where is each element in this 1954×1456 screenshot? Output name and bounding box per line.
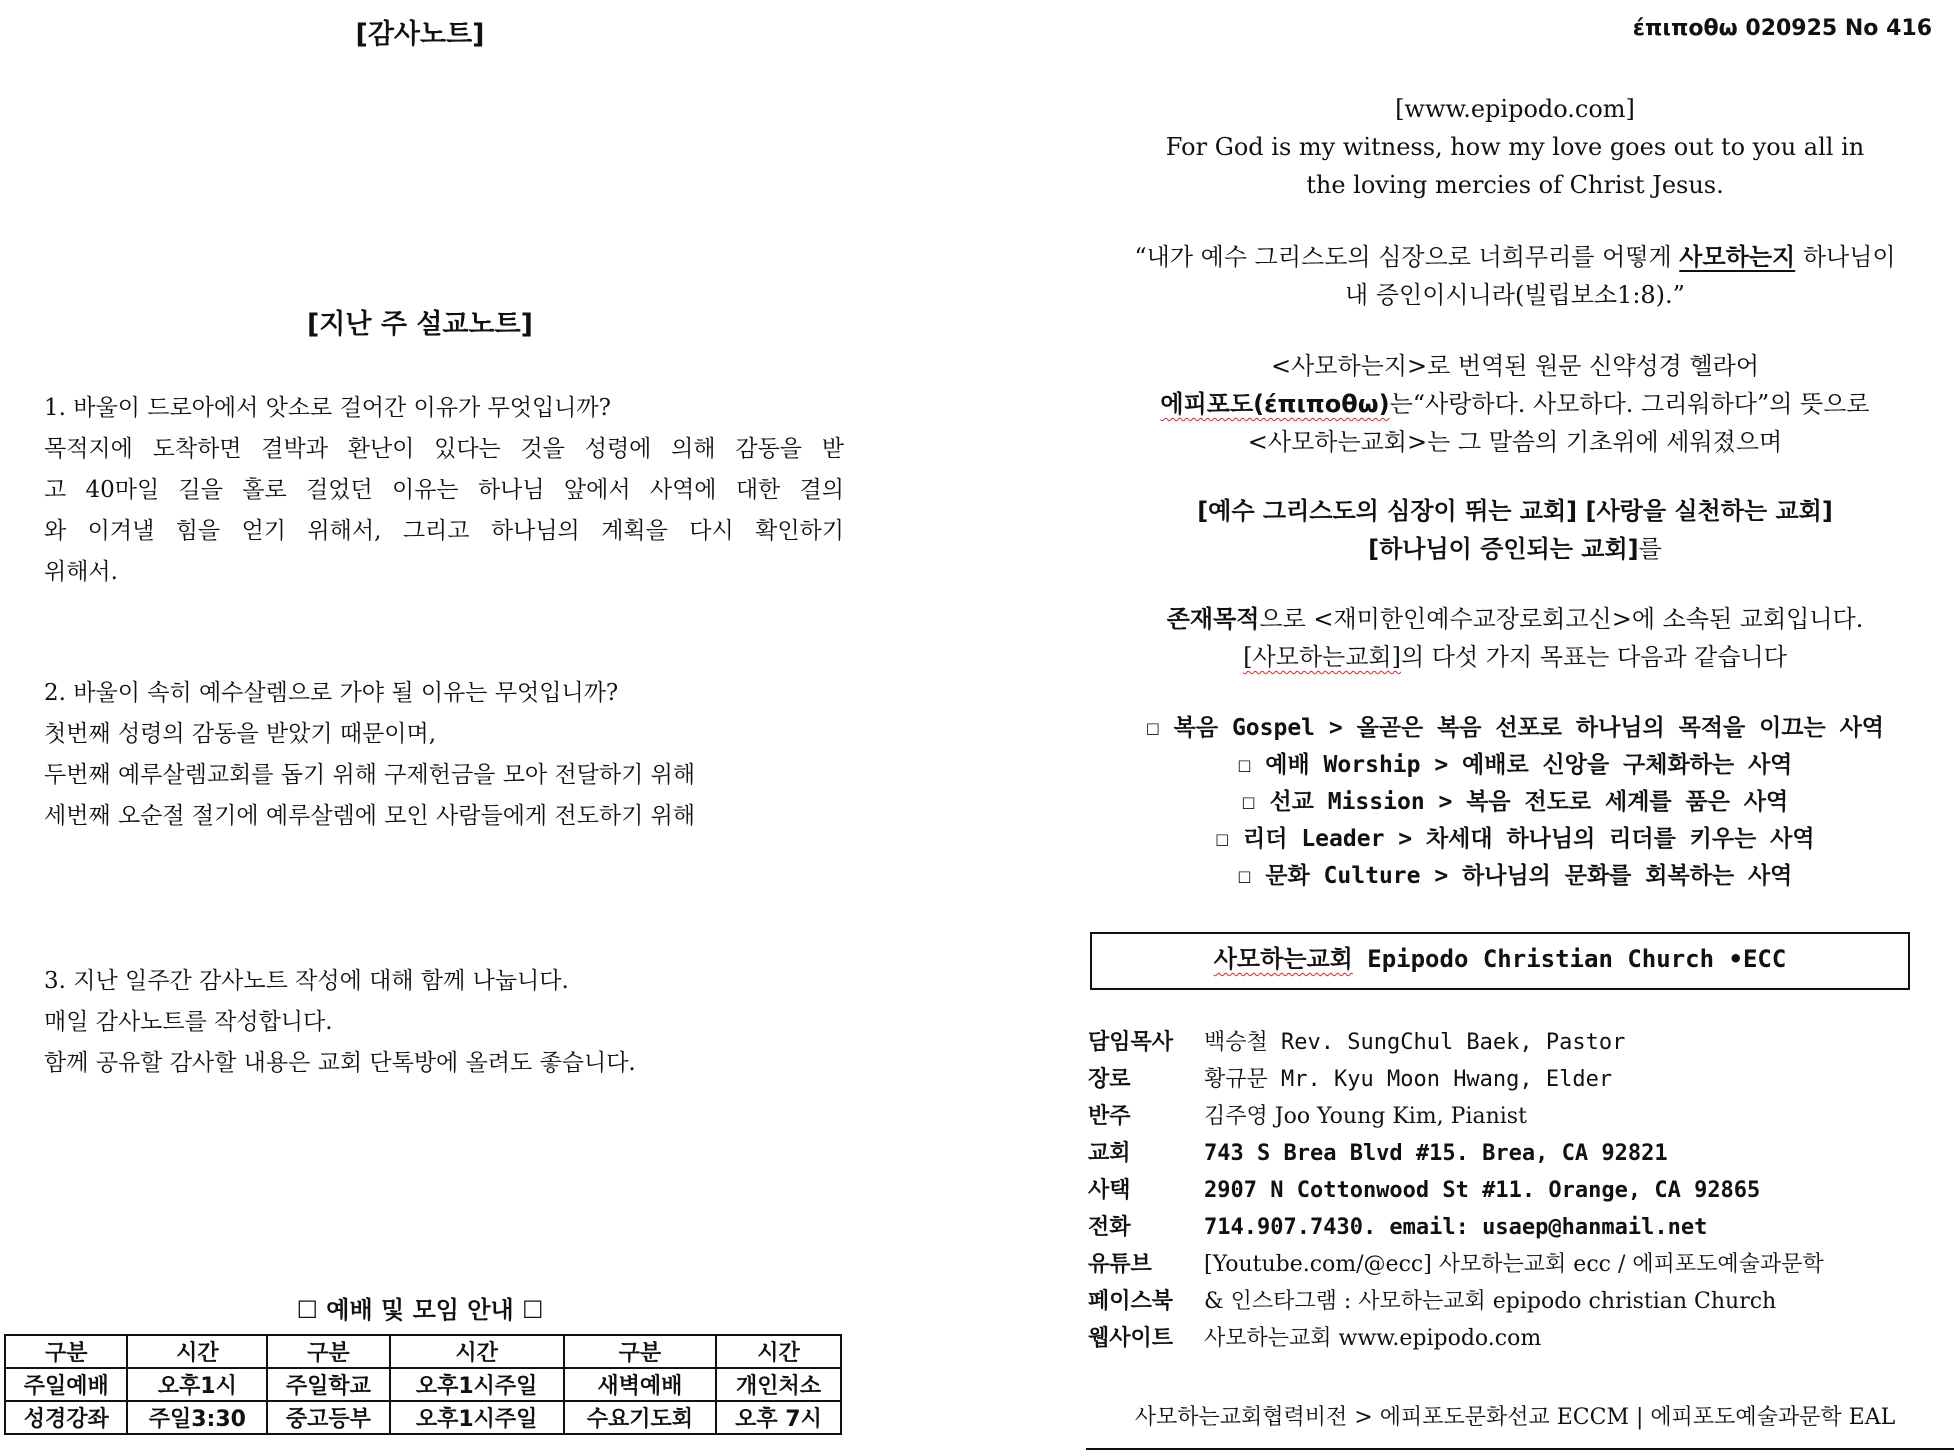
table-row [5, 1401, 841, 1434]
verse-korean-text: 하나님이 [1795, 243, 1896, 271]
info-label: 교회 [1088, 1141, 1131, 1166]
intro-text: <사모하는지>로 번역된 원문 신약성경 헬라어 [1270, 352, 1760, 380]
info-label: 웹사이트 [1088, 1326, 1174, 1351]
intro-block [1090, 347, 1940, 461]
question-1 [44, 388, 844, 593]
church-name: 사모하는교회 [1213, 945, 1353, 973]
website-link[interactable]: [www.epipodo.com] [1395, 95, 1635, 123]
info-row [1088, 1098, 1954, 1135]
question-3-line: 3. 지난 일주간 감사노트 작성에 대해 함께 나눕니다. [44, 968, 569, 994]
list-item: ☐ 리더 Leader > 차세대 하나님의 리더를 키우는 사역 [1215, 826, 1815, 852]
table-cell: 새벽예배 [564, 1368, 716, 1401]
sermon-notes-title: [지난 주 설교노트] [306, 309, 534, 340]
info-label: 장로 [1088, 1067, 1131, 1092]
question-1-line: 와 이겨낼 힘을 얻기 위해서, 그리고 하나님의 계획을 다시 확인하기 [44, 518, 844, 544]
question-1-line: 1. 바울이 드로아에서 앗소로 걸어간 이유가 무엇입니까? [44, 395, 611, 421]
purpose-text: 으로 <재미한인예수교장로회고신>에 소속된 교회입니다. [1259, 605, 1864, 633]
list-item: ☐ 문화 Culture > 하나님의 문화를 회복하는 사역 [1237, 863, 1793, 889]
purpose-text: 의 다섯 가지 목표는 다음과 같습니다 [1400, 643, 1787, 671]
motto-text: 를 [1638, 535, 1662, 563]
question-3-line: 매일 감사노트를 작성합니다. [44, 1009, 333, 1035]
table-header-cell: 구분 [267, 1335, 389, 1368]
church-name-box [1090, 932, 1910, 990]
verse-keyword: 사모하는지 [1679, 243, 1796, 271]
question-1-line: 위해서. [44, 559, 118, 585]
info-row [1088, 1135, 1954, 1172]
info-row [1088, 1246, 1954, 1283]
motto-text: [하나님이 증인되는 교회] [1368, 535, 1639, 563]
footer-divider [1086, 1448, 1954, 1450]
question-2-line: 첫번째 성령의 감동을 받았기 때문이며, [44, 721, 437, 747]
verse-korean [1090, 238, 1940, 314]
motto-text: [예수 그리스도의 심장이 뛰는 교회] [사랑을 실천하는 교회] [1197, 497, 1833, 525]
question-2-line: 두번째 예루살렘교회를 돕기 위해 구제헌금을 모아 전달하기 위해 [44, 762, 696, 788]
question-3-line: 함께 공유할 감사할 내용은 교회 단톡방에 올려도 좋습니다. [44, 1050, 636, 1076]
table-cell: 성경강좌 [5, 1401, 127, 1434]
table-cell: 오후1시주일 [390, 1401, 564, 1434]
info-row [1088, 1172, 1954, 1209]
question-2 [44, 673, 844, 837]
intro-text: <사모하는교회>는 그 말씀의 기초위에 세워졌으며 [1247, 428, 1783, 456]
bulletin-header: έπιποθω 020925 No 416 [1632, 16, 1932, 41]
info-label: 담임목사 [1088, 1030, 1174, 1055]
info-value: 714.907.7430. email: usaep@hanmail.net [1204, 1215, 1708, 1240]
table-cell: 수요기도회 [564, 1401, 716, 1434]
info-label: 사택 [1088, 1178, 1131, 1203]
info-label: 유튜브 [1088, 1252, 1152, 1277]
table-cell: 개인처소 [716, 1368, 841, 1401]
table-cell: 오후1시주일 [390, 1368, 564, 1401]
info-value[interactable]: & 인스타그램 : 사모하는교회 epipodo christian Church [1204, 1289, 1777, 1314]
table-cell: 주일예배 [5, 1368, 127, 1401]
question-3 [44, 961, 844, 1084]
info-label: 반주 [1088, 1104, 1131, 1129]
table-cell: 오후 7시 [716, 1401, 841, 1434]
church-name: [사모하는교회] [1243, 643, 1401, 671]
intro-text: 는“사랑하다. 사모하다. 그리워하다”의 뜻으로 [1389, 390, 1870, 418]
website-block [1090, 90, 1940, 204]
info-label: 전화 [1088, 1215, 1131, 1240]
epipodo-keyword: 에피포도(έπιποθω) [1160, 390, 1390, 418]
info-row [1088, 1024, 1954, 1061]
verse-english: For God is my witness, how my love goes out to you all in [1165, 133, 1865, 161]
info-value: 2907 N Cottonwood St #11. Orange, CA 92865 [1204, 1178, 1761, 1203]
info-value: 김주영 Joo Young Kim, Pianist [1204, 1104, 1527, 1129]
church-name-english: Epipodo Christian Church •ECC [1352, 945, 1787, 973]
info-value[interactable]: 사모하는교회 www.epipodo.com [1204, 1326, 1542, 1351]
list-item: ☐ 복음 Gospel > 올곧은 복음 선포로 하나님의 목적을 이끄는 사역 [1145, 715, 1885, 741]
purpose-block [1090, 600, 1940, 676]
info-row [1088, 1209, 1954, 1246]
table-cell: 주일학교 [267, 1368, 389, 1401]
goals-list [1090, 710, 1940, 895]
schedule-table [4, 1334, 842, 1435]
footer-vision: 사모하는교회협력비전 > 에피포도문화선교 ECCM | 에피포도예술과문학 EAL [1134, 1405, 1896, 1430]
info-value[interactable]: [Youtube.com/@ecc] 사모하는교회 ecc / 에피포도예술과문학 [1204, 1252, 1824, 1277]
question-2-line: 세번째 오순절 절기에 예루살렘에 모인 사람들에게 전도하기 위해 [44, 803, 696, 829]
table-row [5, 1368, 841, 1401]
question-1-line: 고 40마일 길을 홀로 걸었던 이유는 하나님 앞에서 사역에 대한 결의 [44, 477, 844, 503]
table-header-row [5, 1335, 841, 1368]
list-item: ☐ 선교 Mission > 복음 전도로 세계를 품은 사역 [1241, 789, 1789, 815]
verse-korean-text: “내가 예수 그리스도의 심장으로 너희무리를 어떻게 [1134, 243, 1680, 271]
table-cell: 중고등부 [267, 1401, 389, 1434]
purpose-keyword: 존재목적 [1166, 605, 1260, 633]
list-item: ☐ 예배 Worship > 예배로 신앙을 구체화하는 사역 [1237, 752, 1793, 778]
verse-korean-text: 내 증인이시니라(빌립보소1:8).” [1345, 281, 1685, 309]
verse-english: the loving mercies of Christ Jesus. [1306, 171, 1724, 199]
table-header-cell: 구분 [564, 1335, 716, 1368]
table-header-cell: 시간 [390, 1335, 564, 1368]
table-header-cell: 시간 [716, 1335, 841, 1368]
question-2-line: 2. 바울이 속히 예수살렘으로 가야 될 이유는 무엇입니까? [44, 680, 619, 706]
info-value: 743 S Brea Blvd #15. Brea, CA 92821 [1204, 1141, 1668, 1166]
info-value: 황규문 Mr. Kyu Moon Hwang, Elder [1204, 1067, 1613, 1092]
motto-block [1090, 492, 1940, 568]
info-label: 페이스북 [1088, 1289, 1174, 1314]
table-header-cell: 구분 [5, 1335, 127, 1368]
table-cell: 오후1시 [127, 1368, 267, 1401]
info-value: 백승철 Rev. SungChul Baek, Pastor [1204, 1030, 1626, 1055]
church-info [1088, 1024, 1954, 1357]
page-title: [감사노트] [355, 19, 485, 50]
info-row [1088, 1283, 1954, 1320]
question-1-line: 목적지에 도착하면 결박과 환난이 있다는 것을 성령에 의해 감동을 받 [44, 436, 844, 462]
table-cell: 주일3:30 [127, 1401, 267, 1434]
info-row [1088, 1061, 1954, 1098]
info-row [1088, 1320, 1954, 1357]
table-header-cell: 시간 [127, 1335, 267, 1368]
schedule-title: ☐ 예배 및 모임 안내 ☐ [296, 1296, 544, 1324]
